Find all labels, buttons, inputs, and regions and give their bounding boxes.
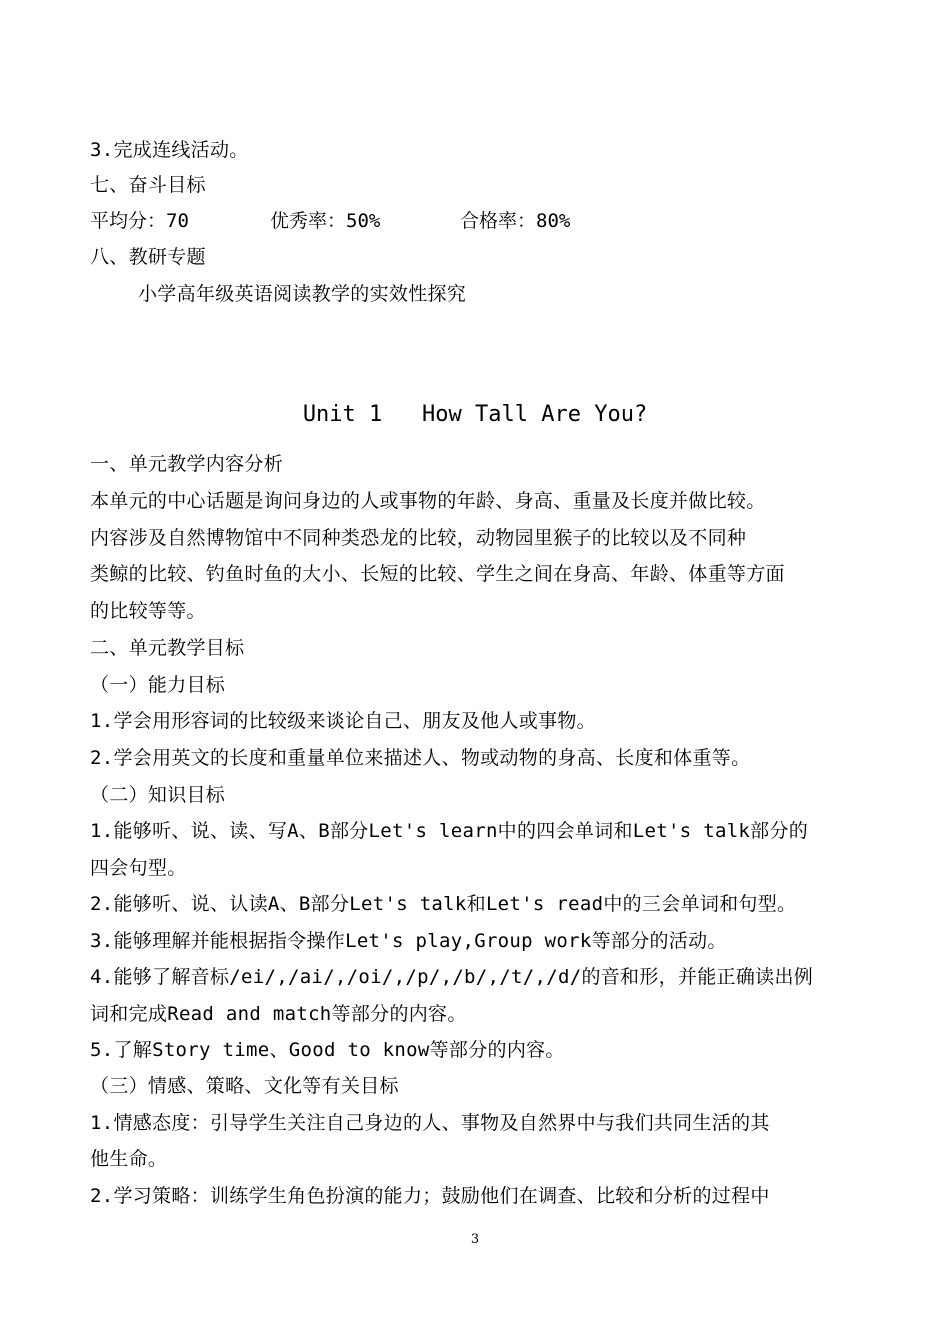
paragraph-line: 类鲸的比较、钓鱼时鱼的大小、长短的比较、学生之间在身高、年龄、体重等方面 <box>90 563 785 585</box>
paragraph-line: 内容涉及自然博物馆中不同种类恐龙的比较，动物园里猴子的比较以及不同种 <box>90 527 747 549</box>
list-item: 词和完成Read and match等部分的内容。 <box>90 1003 467 1025</box>
subsection-heading: （一）能力目标 <box>90 674 226 696</box>
excellent-rate: 优秀率：50% <box>270 210 381 232</box>
subsection-heading: （三）情感、策略、文化等有关目标 <box>90 1075 399 1097</box>
paragraph-line: 本单元的中心话题是询问身边的人或事物的年龄、身高、重量及长度并做比较。 <box>90 490 766 512</box>
list-item: 2.学会用英文的长度和重量单位来描述人、物或动物的身高、长度和体重等。 <box>90 747 751 769</box>
list-item: 1.情感态度：引导学生关注自己身边的人、事物及自然界中与我们共同生活的其 <box>90 1112 770 1134</box>
page-number: 3 <box>470 1232 480 1247</box>
paragraph-line: 的比较等等。 <box>90 600 206 622</box>
research-topic: 小学高年级英语阅读教学的实效性探究 <box>138 283 467 305</box>
list-item: 5.了解Story time、Good to know等部分的内容。 <box>90 1039 565 1061</box>
pass-rate: 合格率：80% <box>460 210 571 232</box>
section-heading: 二、单元教学目标 <box>90 637 245 659</box>
unit-title: Unit 1 How Tall Are You? <box>302 402 648 427</box>
subsection-heading: （二）知识目标 <box>90 784 226 806</box>
list-item: 2.学习策略：训练学生角色扮演的能力；鼓励他们在调查、比较和分析的过程中 <box>90 1185 770 1207</box>
list-item: 2.能够听、说、认读A、B部分Let's talk和Let's read中的三会单词和句型。 <box>90 893 797 915</box>
section-heading: 八、教研专题 <box>90 246 206 268</box>
average-score: 平均分：70 <box>90 210 189 232</box>
list-item: 他生命。 <box>90 1148 168 1170</box>
section-heading: 一、单元教学内容分析 <box>90 453 284 475</box>
list-item: 四会句型。 <box>90 857 187 879</box>
list-item: 1.学会用形容词的比较级来谈论自己、朋友及他人或事物。 <box>90 710 596 732</box>
list-item: 4.能够了解音标/ei/,/ai/,/oi/,/p/,/b/,/t/,/d/的音和形，并能正确读出例 <box>90 966 814 988</box>
list-item: 3.能够理解并能根据指令操作Let's play,Group work等部分的活动。 <box>90 930 727 952</box>
section-heading: 七、奋斗目标 <box>90 174 206 196</box>
list-item: 3.完成连线活动。 <box>90 139 249 161</box>
list-item: 1.能够听、说、读、写A、B部分Let's learn中的四会单词和Let's talk部分的 <box>90 820 809 842</box>
